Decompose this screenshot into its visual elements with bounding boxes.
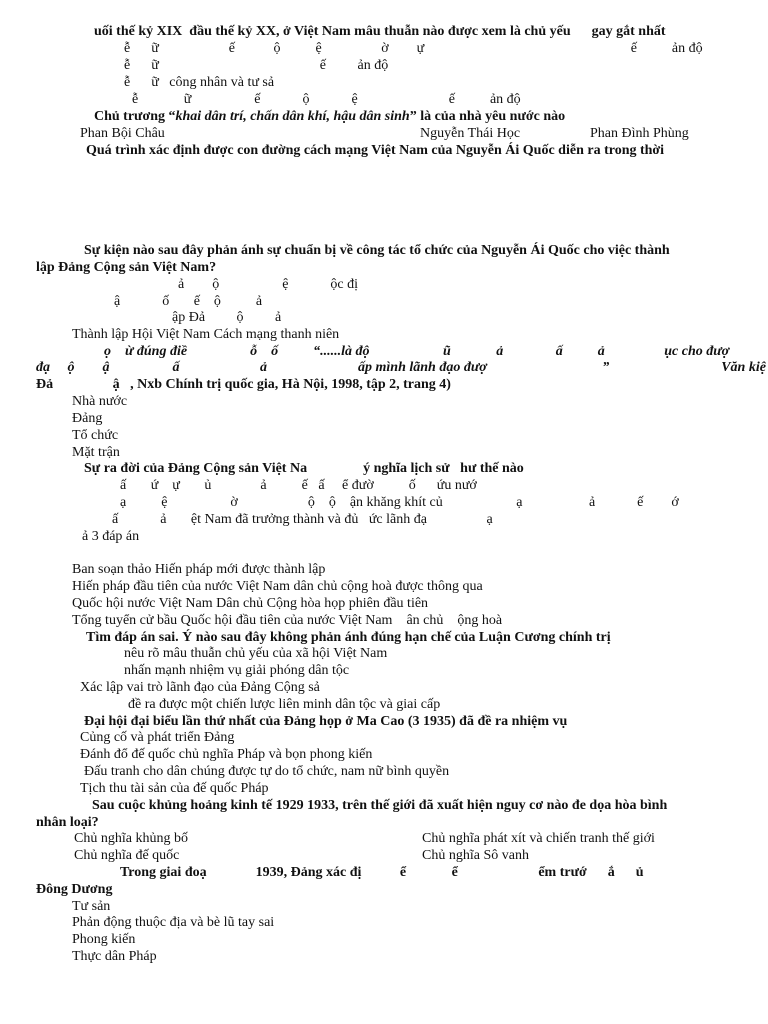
- question-6-text: Sự ra đời của Đảng Cộng sản Việt Na ý nghĩa lịch sử hư thế nào: [84, 461, 524, 476]
- answer-option: Phan Bội Châu: [80, 126, 165, 141]
- answer-option: nhấn mạnh nhiệm vụ giải phóng dân tộc: [124, 663, 350, 678]
- answer-fragment: ễ ữ ế ản độ: [124, 58, 389, 73]
- answer-option: đề ra được một chiến lược liên minh dân tộc và giai cấp: [128, 697, 441, 712]
- question-10-text-cont: nhân loại?: [36, 815, 99, 830]
- answer-option: Chủ nghĩa khủng bố: [74, 831, 188, 846]
- answer-option: ả 3 đáp án: [82, 529, 140, 544]
- answer-option: Thành lập Hội Việt Nam Cách mạng thanh niên: [72, 327, 340, 342]
- answer-fragment: ả ộ ệ ộc đị: [178, 277, 359, 292]
- question-11-text-cont: Đông Dương: [36, 882, 113, 897]
- question-8-text: Tìm đáp án sai. Ý nào sau đây không phản ánh đúng hạn chế của Luận Cương chính trị: [86, 630, 611, 645]
- question-9-text: Đại hội đại biểu lần thứ nhất của Đảng họp ở Ma Cao (3 1935) đã đề ra nhiệm vụ: [84, 714, 568, 729]
- answer-fragment: ậ ố ế ộ ả: [114, 294, 263, 309]
- answer-option: Chủ nghĩa Sô vanh: [422, 848, 529, 863]
- answer-option: Quốc hội nước Việt Nam Dân chủ Cộng hòa họp phiên đầu tiên: [72, 596, 429, 611]
- question-2-part: Chủ trương “: [94, 109, 176, 124]
- answer-option: Đánh đổ đế quốc chủ nghĩa Pháp và bọn phong kiến: [80, 747, 373, 762]
- answer-option: Đấu tranh cho dân chúng được tự do tổ chức, nam nữ bình quyền: [84, 764, 450, 779]
- question-5-text-cont: đạ ộ ậ ấ ả ấp mình lãnh đạo đượ ” Văn kiệ: [36, 360, 766, 375]
- answer-option: Nhà nước: [72, 394, 128, 409]
- answer-option: Hiến pháp đầu tiên của nước Việt Nam dân chủ cộng hoà được thông qua: [72, 579, 483, 594]
- answer-option: Tổng tuyển cử bầu Quốc hội đầu tiên của nước Việt Nam ân chủ ộng hoà: [72, 613, 503, 628]
- answer-option: Xác lập vai trò lãnh đạo của Đảng Cộng sả: [80, 680, 320, 695]
- question-5-source: Đả ậ , Nxb Chính trị quốc gia, Hà Nội, 1998, tập 2, trang 4): [36, 377, 451, 392]
- question-2-part: ” là của nhà yêu nước nào: [409, 109, 566, 124]
- answer-option: Chủ nghĩa đế quốc: [74, 848, 180, 863]
- question-4-text-cont: lập Đảng Cộng sản Việt Nam?: [36, 260, 217, 275]
- question-10-text: Sau cuộc khủng hoảng kinh tế 1929 1933, trên thế giới đã xuất hiện nguy cơ nào đe dọa hòa bình: [92, 798, 668, 813]
- answer-option: Tổ chức: [72, 428, 119, 443]
- answer-option: Phong kiến: [72, 932, 136, 947]
- answer-fragment: ấ ả ệt Nam đã trưởng thành và đủ ức lãnh đạ ạ: [112, 512, 493, 527]
- answer-option: Tịch thu tài sản của đế quốc Pháp: [80, 781, 269, 796]
- answer-option: Thực dân Pháp: [72, 949, 157, 964]
- question-3-text: Quá trình xác định được con đường cách mạng Việt Nam của Nguyễn Ái Quốc diễn ra trong thời: [86, 143, 665, 158]
- answer-option: Củng cố và phát triển Đảng: [80, 730, 235, 745]
- answer-option: Chủ nghĩa phát xít và chiến tranh thế giới: [422, 831, 655, 846]
- question-2-quote: khai dân trí, chấn dân khí, hậu dân sinh: [175, 109, 410, 124]
- answer-option: Mặt trận: [72, 445, 120, 460]
- answer-option: Đảng: [72, 411, 103, 426]
- answer-fragment: ễ ữ ế ộ ệ ế ản độ: [132, 92, 521, 107]
- answer-option: nêu rõ mâu thuẫn chủ yếu của xã hội Việt Nam: [124, 646, 388, 661]
- answer-option: Phản động thuộc địa và bè lũ tay sai: [72, 915, 275, 930]
- question-11-text: Trong giai đoạ 1939, Đảng xác đị ể ể ểm trướ ắ ủ: [120, 865, 644, 880]
- question-4-text: Sự kiện nào sau đây phản ánh sự chuẩn bị về công tác tổ chức của Nguyễn Ái Quốc cho việc thành: [84, 243, 670, 258]
- question-2-text: [94, 108, 565, 125]
- question-1-text: uối thế kỷ XIX đầu thế kỷ XX, ở Việt Nam mâu thuẫn nào được xem là chủ yếu gay gắt nhất: [94, 24, 666, 39]
- answer-fragment: ấ ứ ự ủ ả ế ấ ể đườ ố ứu nướ: [120, 478, 477, 493]
- answer-option: Nguyễn Thái Học: [420, 126, 521, 141]
- answer-fragment: ạ ệ ờ ộ ộ ận khăng khít củ ạ ả ế ớ: [120, 495, 679, 510]
- answer-fragment: ễ ữ công nhân và tư sả: [124, 75, 275, 90]
- answer-fragment: ễ ữ ế ộ ệ ờ ự ế ản độ: [124, 41, 703, 56]
- answer-option: Phan Đình Phùng: [590, 126, 689, 141]
- answer-fragment: ập Đả ộ ả: [172, 310, 282, 325]
- question-5-text: ọ ừ đúng điề ỗ ố “......là độ ũ ả ấ ả ục cho đượ: [104, 344, 730, 359]
- answer-option: Ban soạn thảo Hiến pháp mới được thành lập: [72, 562, 326, 577]
- answer-option: Tư sản: [72, 899, 111, 914]
